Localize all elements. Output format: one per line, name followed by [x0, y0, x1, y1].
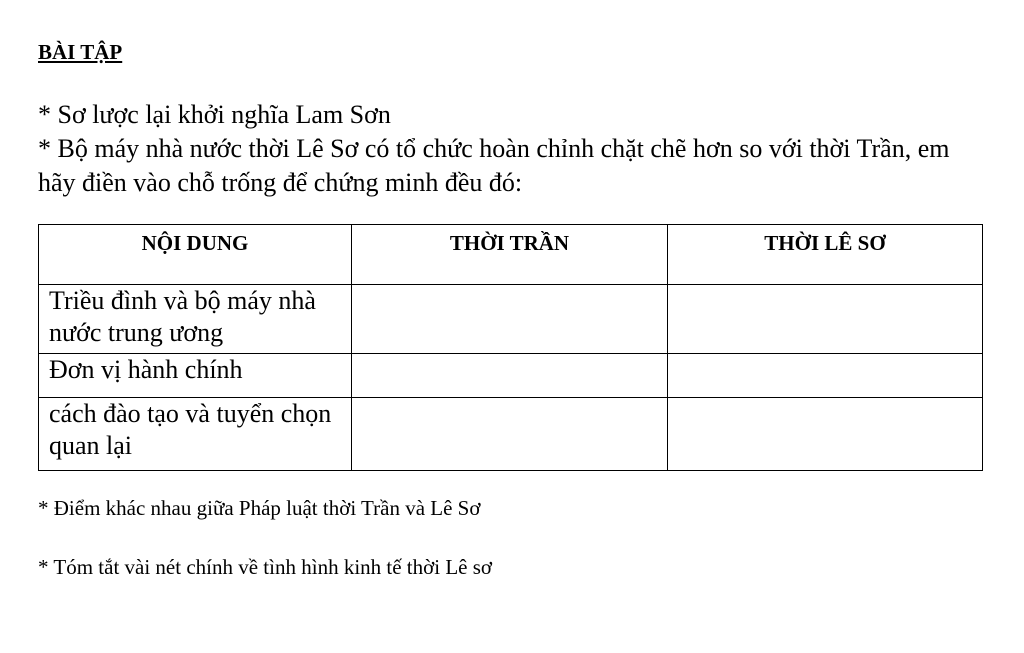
- intro-line-1: * Sơ lược lại khởi nghĩa Lam Sơn: [38, 100, 391, 129]
- row-le-so-cell: [668, 354, 983, 398]
- document-page: [38, 0, 988, 653]
- table-row: [39, 285, 983, 354]
- note-law-differences: * Điểm khác nhau giữa Pháp luật thời Trần và Lê Sơ: [38, 496, 481, 520]
- intro-text: [38, 98, 983, 200]
- table-header-row: [39, 225, 983, 285]
- header-content: NỘI DUNG: [39, 225, 352, 285]
- row-content-cell: Đơn vị hành chính: [39, 354, 352, 398]
- document-title: BÀI TẬP: [38, 40, 123, 64]
- header-le-so: THỜI LÊ SƠ: [668, 225, 983, 285]
- header-tran: THỜI TRẦN: [352, 225, 668, 285]
- table-row: [39, 398, 983, 471]
- row-le-so-cell: [668, 285, 983, 354]
- row-tran-cell: [352, 285, 668, 354]
- note-economy-summary: * Tóm tắt vài nét chính về tình hình kinh tế thời Lê sơ: [38, 555, 493, 579]
- row-le-so-cell: [668, 398, 983, 471]
- row-content-cell: cách đào tạo và tuyển chọn quan lại: [39, 398, 352, 471]
- row-content-cell: Triều đình và bộ máy nhà nước trung ương: [39, 285, 352, 354]
- row-tran-cell: [352, 398, 668, 471]
- table-row: [39, 354, 983, 398]
- row-tran-cell: [352, 354, 668, 398]
- intro-line-2: * Bộ máy nhà nước thời Lê Sơ có tổ chức hoàn chỉnh chặt chẽ hơn so với thời Trần, em hãy điền vào chỗ trống để chứng minh đều đó:: [38, 134, 950, 197]
- comparison-table: [38, 224, 983, 471]
